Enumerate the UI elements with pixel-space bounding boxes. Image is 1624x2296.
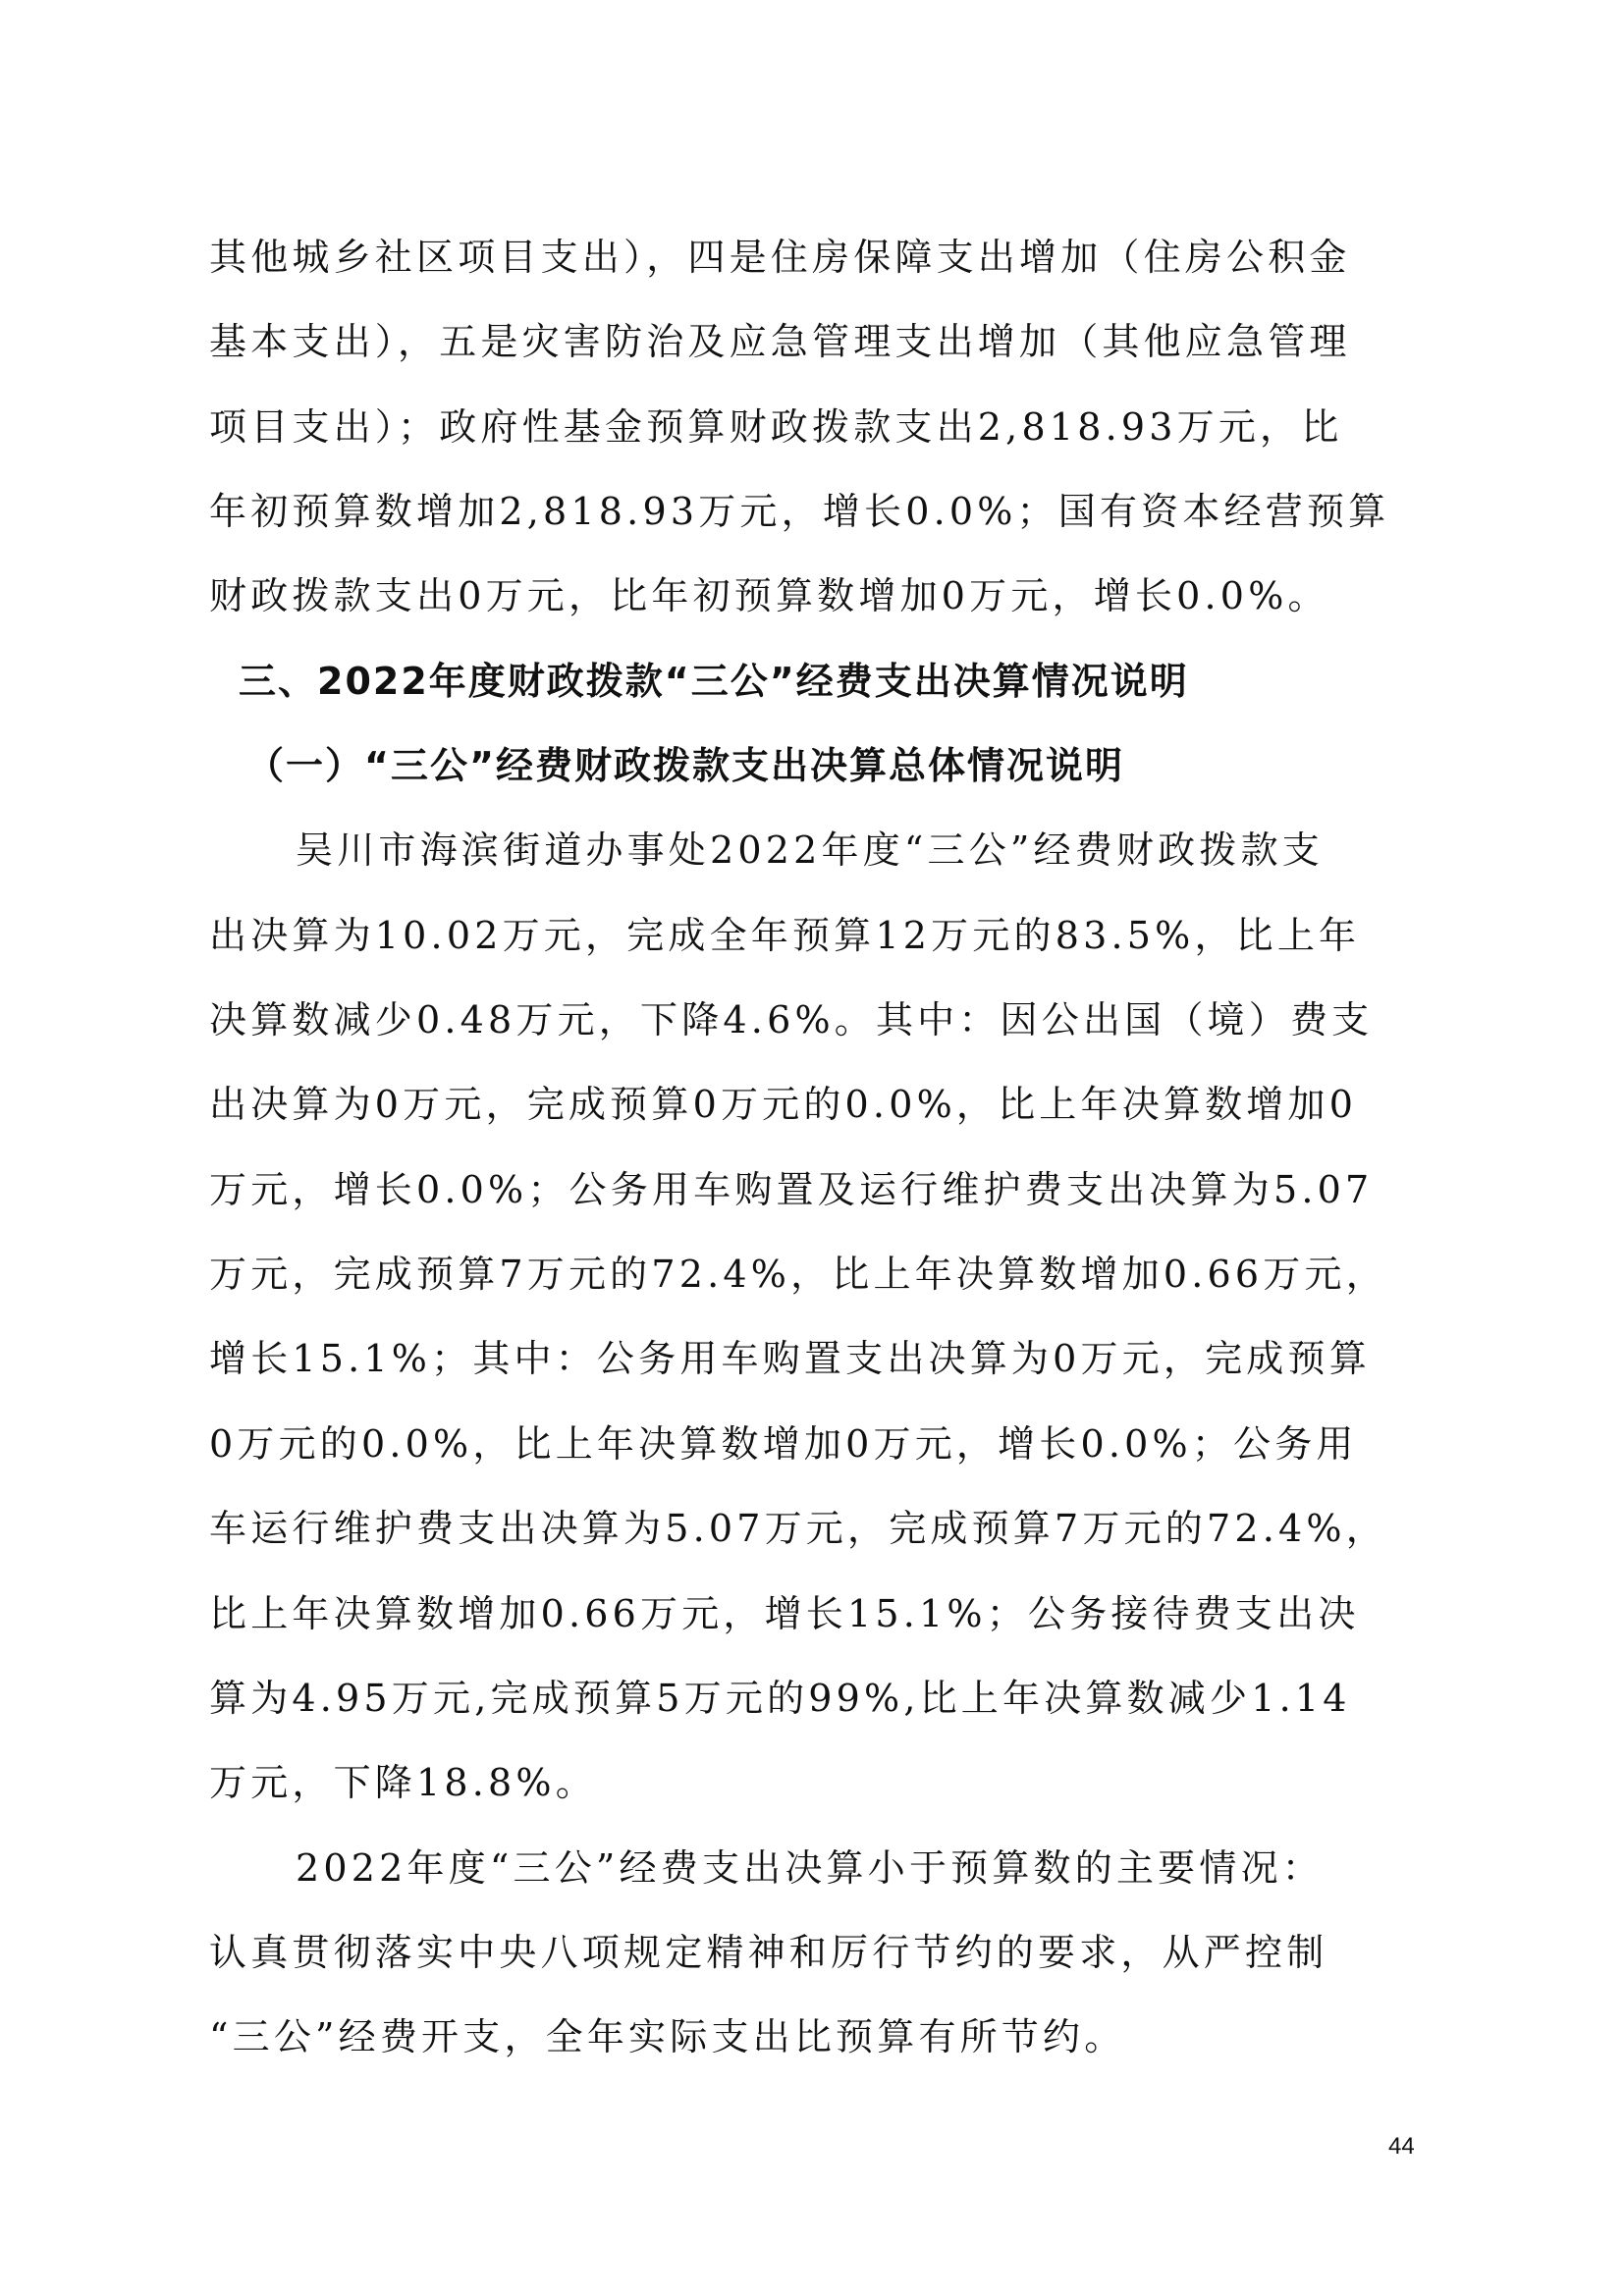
text-line: 认真贯彻落实中央八项规定精神和厉行节约的要求，从严控制 — [209, 1930, 1328, 1974]
text-line: “三公”经费开支，全年实际支出比预算有所节约。 — [209, 2015, 1126, 2059]
page-content — [209, 215, 1427, 2080]
text-line: 基本支出），五是灾害防治及应急管理支出增加（其他应急管理 — [209, 320, 1351, 364]
text-line: 增长15.1%；其中：公务用车购置支出决算为0万元，完成预算 — [209, 1337, 1371, 1381]
text-line: 算为4.95万元,完成预算5万元的99%,比上年决算数减少1.14 — [209, 1676, 1351, 1720]
intro-paragraph — [209, 215, 1427, 639]
page-number: 44 — [1388, 2133, 1415, 2160]
text-line: 万元，下降18.8%。 — [209, 1761, 597, 1805]
text-line: 0万元的0.0%，比上年决算数增加0万元，增长0.0%；公务用 — [209, 1421, 1358, 1466]
section-heading: 三、2022年度财政拨款“三公”经费支出决算情况说明 — [239, 659, 1189, 703]
summary-paragraph — [209, 808, 1427, 1825]
explanation-paragraph — [209, 1826, 1427, 2080]
text-line: 万元，增长0.0%；公务用车购置及运行维护费支出决算为5.07 — [209, 1167, 1374, 1211]
text-line: 年初预算数增加2,818.93万元，增长0.0%；国有资本经营预算 — [209, 490, 1390, 534]
text-line: 吴川市海滨街道办事处2022年度“三公”经费财政拨款支 — [296, 828, 1324, 873]
text-line: 车运行维护费支出决算为5.07万元，完成预算7万元的72.4%， — [209, 1507, 1387, 1551]
text-line: 出决算为0万元，完成预算0万元的0.0%，比上年决算数增加0 — [209, 1083, 1358, 1127]
text-line: 出决算为10.02万元，完成全年预算12万元的83.5%，比上年 — [209, 913, 1361, 957]
text-line: 比上年决算数增加0.66万元，增长15.1%；公务接待费支出决 — [209, 1591, 1360, 1635]
text-line: 财政拨款支出0万元，比年初预算数增加0万元，增长0.0%。 — [209, 574, 1329, 618]
text-line: 决算数减少0.48万元，下降4.6%。其中：因公出国（境）费支 — [209, 998, 1374, 1042]
text-line: 项目支出）；政府性基金预算财政拨款支出2,818.93万元，比 — [209, 404, 1343, 449]
subsection-heading: （一）“三公”经费财政拨款支出决算总体情况说明 — [246, 744, 1124, 788]
text-line: 其他城乡社区项目支出），四是住房保障支出增加（住房公积金 — [209, 236, 1351, 279]
text-line: 2022年度“三公”经费支出决算小于预算数的主要情况： — [296, 1845, 1324, 1890]
text-line: 万元，完成预算7万元的72.4%，比上年决算数增加0.66万元， — [209, 1253, 1387, 1297]
